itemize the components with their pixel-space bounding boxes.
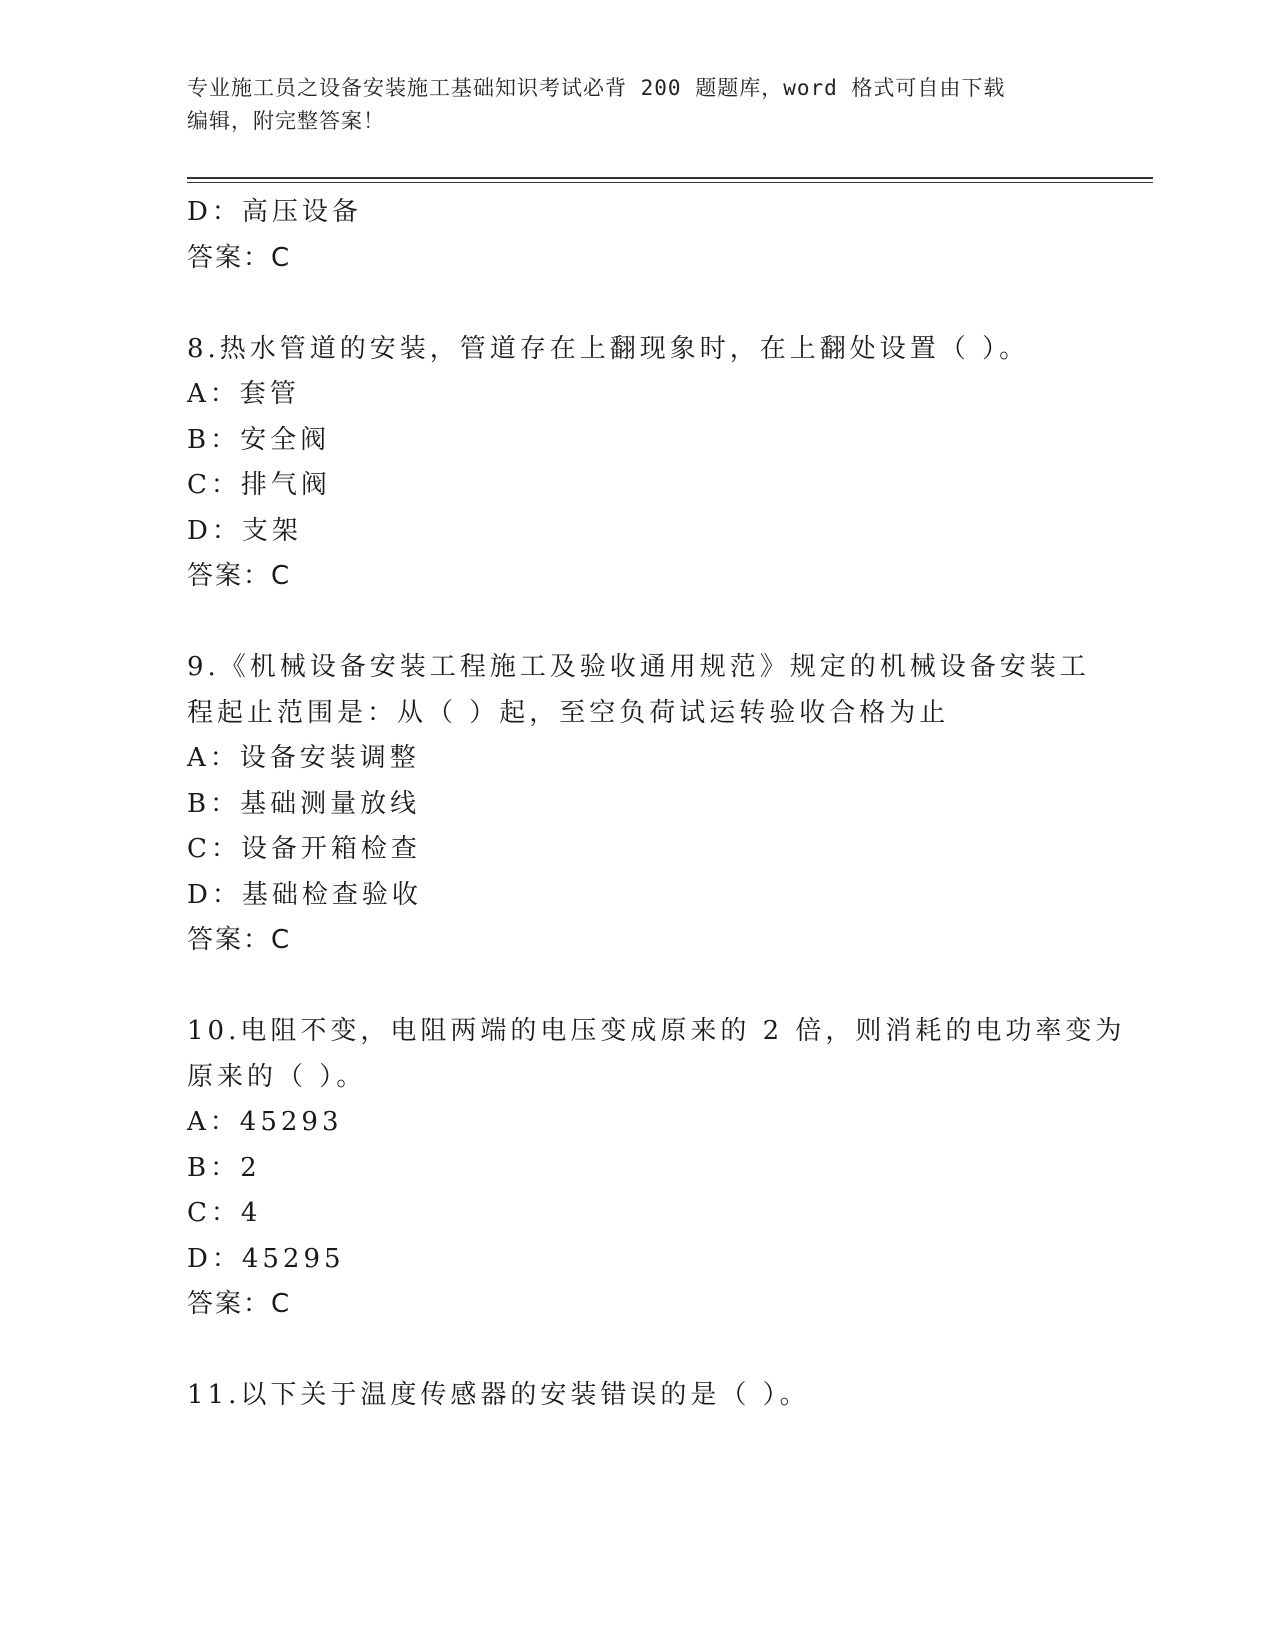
question-8-text: 8.热水管道的安装，管道存在上翻现象时，在上翻处设置（ ）。 [187, 333, 1030, 364]
question-9-text-line-1: 9.《机械设备安装工程施工及验收通用规范》规定的机械设备安装工 [187, 652, 1090, 682]
option-d-prev: D：高压设备 [187, 197, 362, 227]
question-8-option-c: C：排气阀 [187, 470, 331, 500]
question-9-option-b: B：基础测量放线 [187, 788, 421, 819]
question-9 [187, 645, 1090, 964]
question-10-answer: 答案：C [187, 1289, 292, 1319]
question-9-option-d: D：基础检查验收 [187, 879, 422, 910]
spacer [187, 281, 1087, 327]
question-8-answer: 答案：C [187, 561, 292, 591]
answer-prev: 答案：C [187, 242, 292, 273]
header-line-2: 编辑，附完整答案！ [187, 109, 385, 133]
question-8-option-a: A：套管 [187, 379, 300, 409]
question-9-option-c: C：设备开箱检查 [187, 834, 421, 864]
document-header [187, 72, 1067, 138]
question-9-answer: 答案：C [187, 925, 292, 955]
header-line-1: 专业施工员之设备安装施工基础知识考试必背 200 题题库，word 格式可自由下载 [187, 76, 1006, 100]
question-11 [187, 1373, 1087, 1419]
question-10-text-line-2: 原来的（ ）。 [187, 1061, 367, 1092]
question-8-option-d: D：支架 [187, 515, 302, 546]
header-divider-thick [187, 177, 1153, 179]
spacer [187, 1328, 1087, 1374]
question-11-text: 11.以下关于温度传感器的安装错误的是（ ）。 [187, 1380, 810, 1410]
question-10-text-line-1: 10.电阻不变，电阻两端的电压变成原来的 2 倍，则消耗的电功率变为 [187, 1016, 1126, 1046]
question-10-option-a: A：45293 [187, 1107, 343, 1137]
question-9-text-line-2: 程起止范围是：从（ ）起，至空负荷试运转验收合格为止 [187, 697, 950, 728]
question-10 [187, 1009, 1126, 1328]
question-10-option-d: D：45295 [187, 1243, 345, 1274]
spacer [187, 600, 1087, 646]
document-body [187, 190, 1126, 1419]
question-8 [187, 327, 1087, 600]
question-8-option-b: B：安全阀 [187, 424, 331, 455]
question-10-option-c: C：4 [187, 1198, 262, 1228]
question-10-option-b: B：2 [187, 1152, 261, 1183]
header-divider-thin [187, 182, 1153, 183]
spacer [187, 964, 1087, 1010]
question-9-option-a: A：设备安装调整 [187, 743, 420, 773]
